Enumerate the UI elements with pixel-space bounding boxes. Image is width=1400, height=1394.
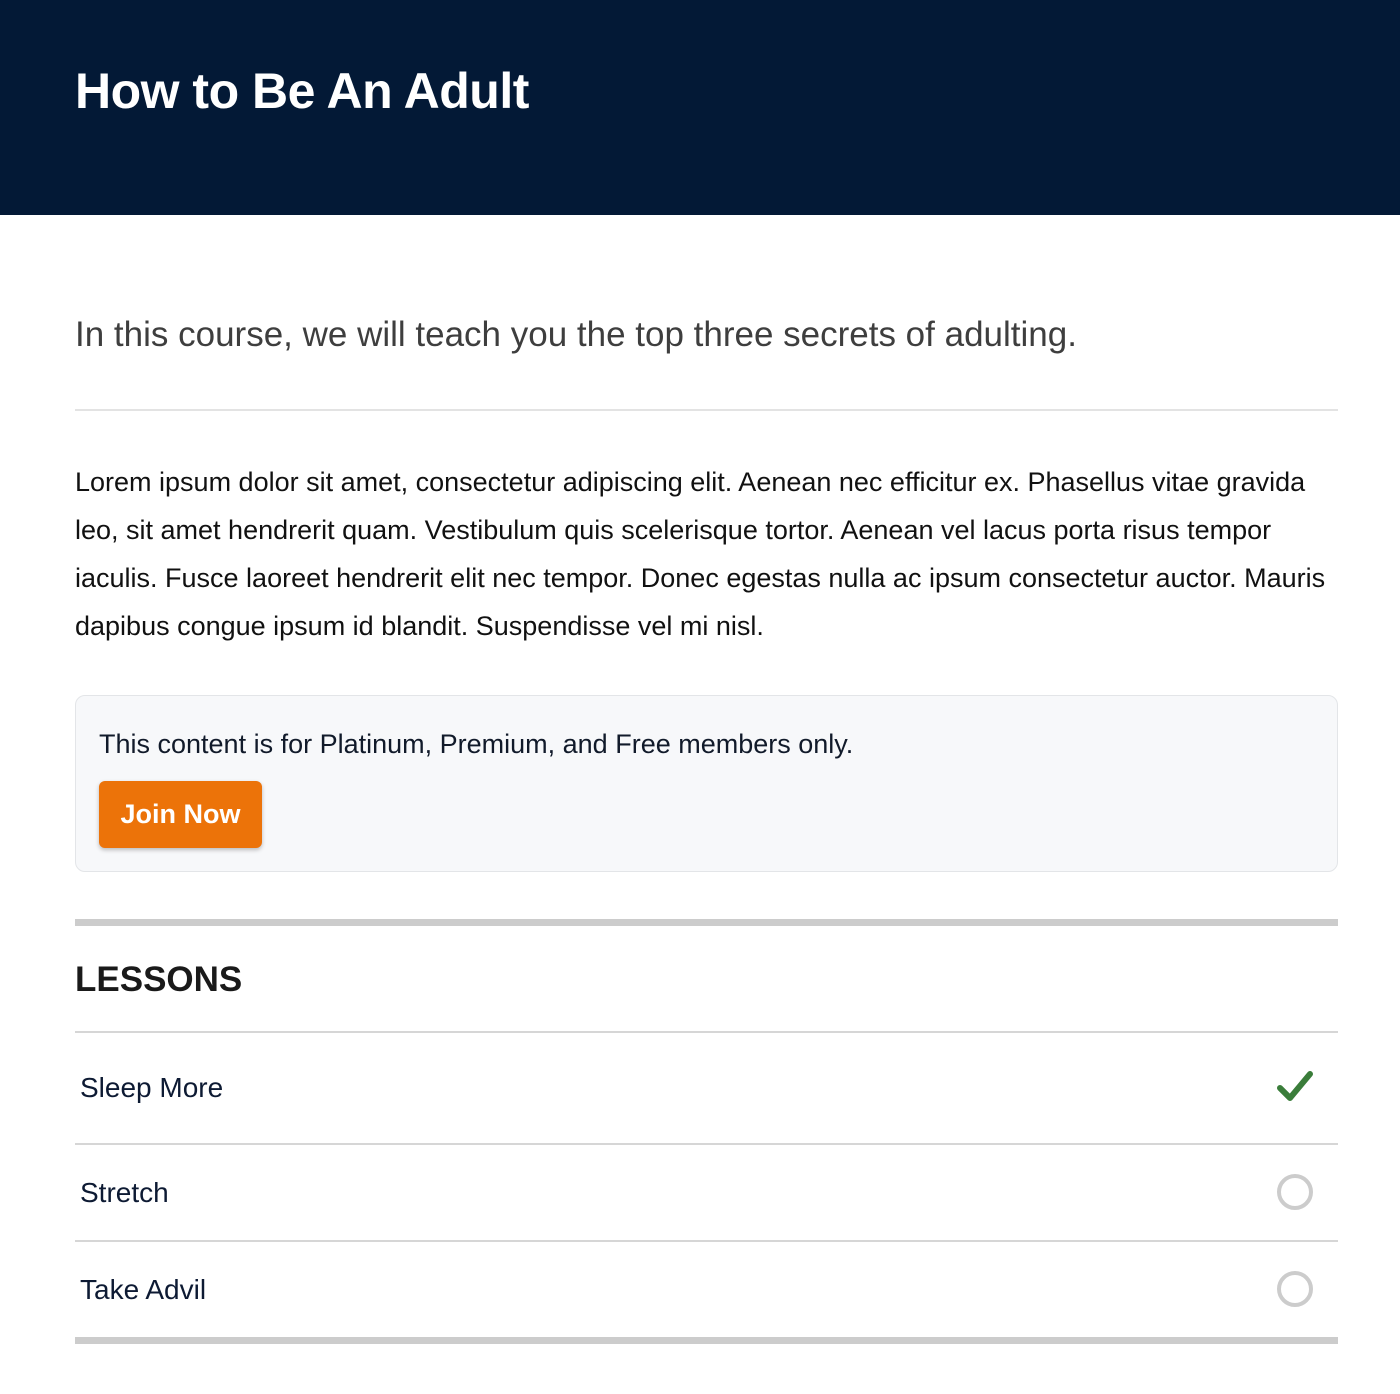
membership-notice xyxy=(75,695,1338,872)
membership-notice-text: This content is for Platinum, Premium, and Free members only. xyxy=(99,729,854,759)
lessons-top-rule xyxy=(75,919,1338,926)
lessons-heading: LESSONS xyxy=(75,960,243,999)
lesson-label: Stretch xyxy=(80,1177,169,1208)
page-title: How to Be An Adult xyxy=(75,63,529,119)
lesson-item-take-advil[interactable] xyxy=(75,1242,1338,1337)
checkmark-icon xyxy=(1276,1068,1314,1106)
lessons-bottom-rule xyxy=(75,1337,1338,1344)
empty-circle-icon xyxy=(1276,1173,1314,1211)
course-description: Lorem ipsum dolor sit amet, consectetur adipiscing elit. Aenean nec efficitur ex. Phasellus vitae gravida leo, sit amet hendrerit quam. Vestibulum quis scelerisque tortor. Aenean vel lacus porta risus tempor iaculis. Fusce laoreet hendrerit elit nec tempor. Donec egestas nulla ac ipsum consectetur auctor. Mauris dapibus congue ipsum id blandit. Suspendisse vel mi nisl. xyxy=(75,467,1326,641)
divider xyxy=(75,409,1338,411)
lesson-label: Sleep More xyxy=(80,1072,224,1103)
join-now-button[interactable]: Join Now xyxy=(99,781,262,848)
lesson-label: Take Advil xyxy=(80,1274,207,1305)
empty-circle-icon xyxy=(1276,1270,1314,1308)
lesson-item-sleep-more[interactable] xyxy=(75,1033,1338,1143)
page-header xyxy=(0,0,1400,215)
lesson-item-stretch[interactable] xyxy=(75,1145,1338,1240)
course-intro: In this course, we will teach you the top three secrets of adulting. xyxy=(75,315,1077,354)
